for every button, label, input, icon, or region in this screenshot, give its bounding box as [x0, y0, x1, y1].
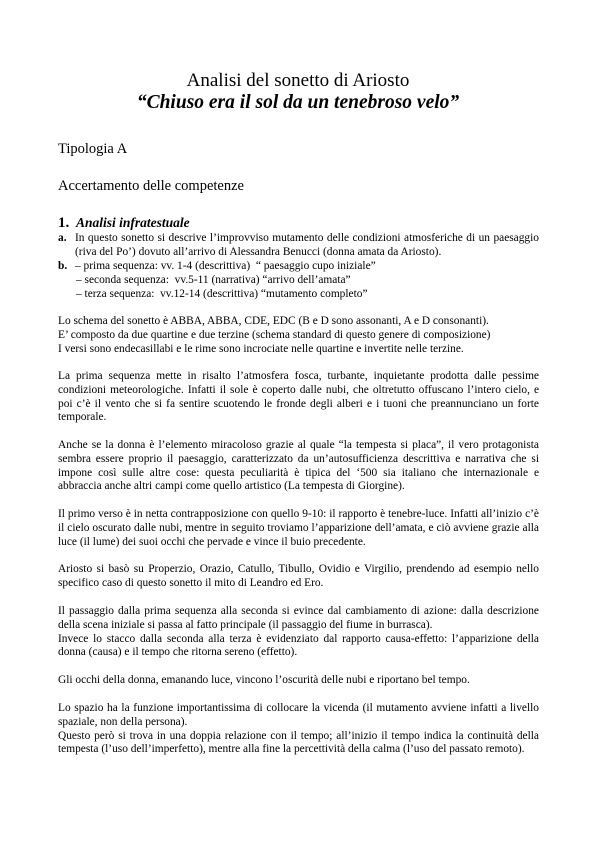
- schema-line-3: I versi sono endecasillabi e le rime sono incrociate nelle quartine e invertite nelle terzine.: [58, 342, 464, 355]
- paragraph-schema: [58, 315, 539, 356]
- accertamento-heading: Accertamento delle competenze: [58, 178, 244, 194]
- sequence-line-1: – prima sequenza: vv. 1-4 (descrittiva) “ paesaggio cupo iniziale”: [75, 260, 376, 272]
- paragraph-prima-sequenza: La prima sequenza mette in risalto l’atmosfera fosca, turbante, inquietante prodotta dalle pessime condizioni meteorologiche. Infatti il sole è coperto dalle nubi, che oltretutto offuscano l’intero cielo, e poi c’è il vento che si fa sentire scuotendo le fronde degli alberi e i tuoni che preannunciano un forte temporale.: [58, 370, 539, 424]
- paragraph-donna: Anche se la donna è l’elemento miracoloso grazie al quale “la tempesta si placa”, il vero protagonista sembra essere proprio il paesaggio, caratterizzato da un’autosufficienza descrittiva e narrativa che si impone così sulle altre cose: questa peculiarità è tipica del ‘500 sia italiano che internazionale e abbraccia anche altri campi come quello artistico (La tempesta di Giorgine).: [58, 439, 539, 493]
- section-title: Analisi infratestuale: [76, 215, 190, 230]
- section-number: 1.: [58, 215, 70, 231]
- passaggio-part-1: Il passaggio dalla prima sequenza alla seconda si evince dal cambiamento di azione: dalla descrizione della scena iniziale si passa al fatto principale (il passaggio del fiume in burrasca).: [58, 605, 539, 631]
- tipologia-heading: Tipologia A: [58, 141, 128, 157]
- schema-line-2: E’ composto da due quartine e due terzine (schema standard di questo genere di composizione): [58, 328, 491, 341]
- passaggio-part-2: Invece lo stacco dalla seconda alla terza è evidenziato dal rapporto causa-effetto: l’apparizione della donna (causa) e il tempo che ritorna sereno (effetto).: [58, 632, 539, 659]
- paragraph-occhi: Gli occhi della donna, emanando luce, vincono l’oscurità delle nubi e riportano bel tempo.: [58, 674, 470, 686]
- paragraph-spazio: [58, 702, 539, 757]
- spazio-part-1: Lo spazio ha la funzione importantissima di collocare la vicenda (il mutamento avviene infatti a livello spaziale, non della persona).: [58, 702, 539, 728]
- sequence-line-2: – seconda sequenza: vv.5-11 (narrativa) “arrivo dell’amata”: [76, 273, 351, 286]
- list-item-a: [58, 232, 539, 260]
- paragraph-passaggio: [58, 605, 539, 660]
- sequence-line-3: – terza sequenza: vv.12-14 (descrittiva) “mutamento completo”: [76, 287, 368, 300]
- paragraph-fonti: Ariosto si basò su Properzio, Orazio, Catullo, Tibullo, Ovidio e Virgilio, prendendo ad esempio nello specifico caso di questo sonetto il mito di Leandro ed Ero.: [58, 563, 539, 589]
- spazio-part-2: Questo però si trova in una doppia relazione con il tempo; all’inizio il tempo indica la continuità della tempesta (l’uso dell’imperfetto), mentre alla fine la percettività della calma (l’uso del passato remoto).: [58, 729, 539, 756]
- title-line-2: “Chiuso era il sol da un tenebroso velo”: [136, 92, 460, 113]
- schema-line-1: Lo schema del sonetto è ABBA, ABBA, CDE, EDC (B e D sono assonanti, A e D consonanti).: [58, 315, 489, 327]
- list-text-a: In questo sonetto si descrive l’improvviso mutamento delle condizioni atmosferiche di un paesaggio (riva del Po’) dovuto all’arrivo di Alessandra Benucci (donna amata da Ariosto).: [75, 232, 539, 258]
- title-line-1: Analisi del sonetto di Ariosto: [186, 70, 410, 91]
- list-label-b: b.: [58, 260, 68, 272]
- list-item-b: [58, 260, 539, 301]
- list-label-a: a.: [58, 232, 67, 244]
- paragraph-primo-verso: Il primo verso è in netta contrapposizione con quello 9-10: il rapporto è tenebre-luce. Infatti all’inizio c’è il cielo oscurato dalle nubi, mentre in seguito troviamo l’apparizione dell’amata, e ciò avviene grazie alla luce (il lume) dei suoi occhi che pervade e vince il buio precedente.: [58, 508, 539, 548]
